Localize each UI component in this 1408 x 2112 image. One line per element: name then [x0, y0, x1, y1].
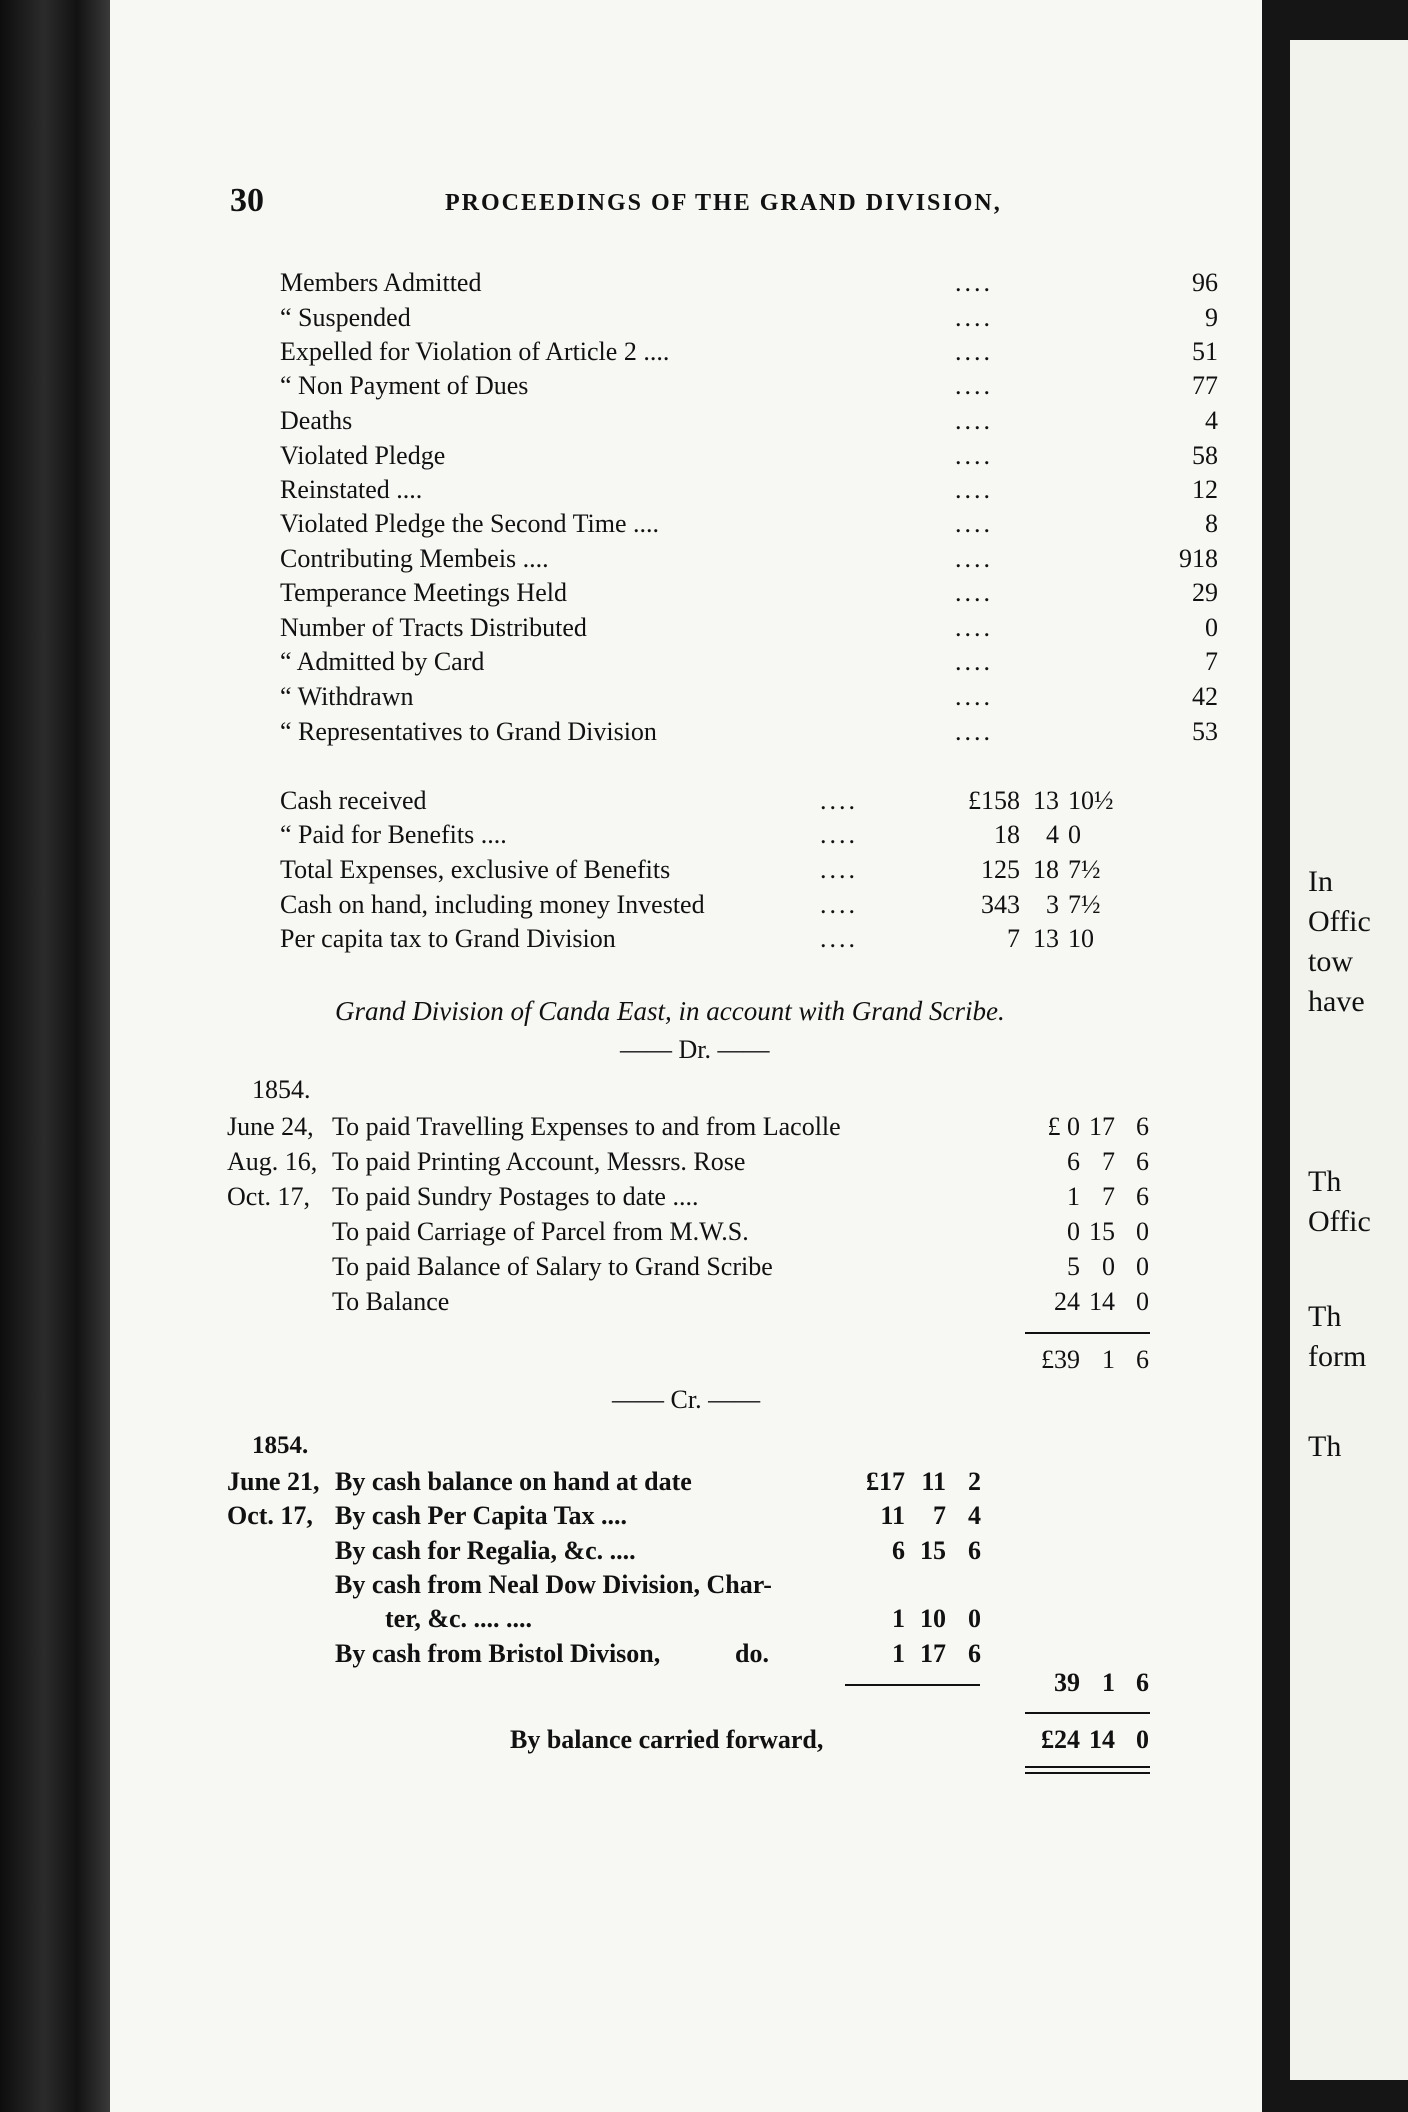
leader-dots: .... [955, 509, 993, 538]
shillings: 15 [920, 1536, 946, 1565]
entry-description: By cash for Regalia, &c. .... [335, 1536, 636, 1565]
stat-value: 42 [1192, 682, 1218, 711]
leader-dots: .... [955, 303, 993, 332]
shillings: 7 [1102, 1182, 1115, 1211]
cash-label: Total Expenses, exclusive of Benefits [280, 855, 671, 884]
entry-description: To paid Carriage of Parcel from M.W.S. [332, 1217, 749, 1246]
leader-dots: .... [955, 717, 993, 746]
credit-balance: By balance carried forward, £24 14 0 [510, 1725, 1149, 1754]
pence: 6 [1136, 1112, 1149, 1141]
entry-description: By cash from Neal Dow Division, Char- [335, 1570, 772, 1599]
shillings: 18 [1033, 855, 1059, 884]
pounds: 343 [981, 890, 1020, 919]
cash-label: Per capita tax to Grand Division [280, 924, 616, 953]
stat-value: 918 [1179, 544, 1218, 573]
stat-row [110, 682, 1262, 716]
leader-dots: .... [955, 544, 993, 573]
adjacent-page-text: Th [1308, 1300, 1342, 1333]
pence: 10½ [1068, 786, 1114, 815]
pence: 4 [968, 1501, 981, 1530]
stat-row [110, 613, 1262, 647]
debit-entry [110, 1287, 1262, 1321]
stat-label: Temperance Meetings Held [280, 578, 567, 607]
pounds: 24 [1054, 1287, 1080, 1316]
leader-dots: .... [820, 820, 858, 849]
debit-total: £39 1 6 [1041, 1345, 1149, 1374]
stat-row [110, 268, 1262, 302]
stat-value: 7 [1205, 647, 1218, 676]
pounds: 1 [1067, 1182, 1080, 1211]
entry-description: By cash balance on hand at date [335, 1467, 692, 1496]
credit-entry [110, 1570, 1262, 1604]
pounds: 5 [1067, 1252, 1080, 1281]
pence: 7½ [1068, 890, 1101, 919]
stat-value: 96 [1192, 268, 1218, 297]
stat-value: 8 [1205, 509, 1218, 538]
shillings: 15 [1089, 1217, 1115, 1246]
cash-label: Cash received [280, 786, 427, 815]
pounds: £158 [968, 786, 1020, 815]
scan-binding-edge [0, 0, 110, 2112]
stat-label: Reinstated .... [280, 475, 423, 504]
debit-entry [110, 1217, 1262, 1251]
credit-balance-rule [1025, 1712, 1150, 1714]
stat-row [110, 371, 1262, 405]
shillings: 13 [1033, 786, 1059, 815]
debit-entry [110, 1147, 1262, 1181]
entry-description: By cash from Bristol Divison, [335, 1639, 661, 1668]
pounds: £17 [866, 1467, 905, 1496]
shillings: 0 [1102, 1252, 1115, 1281]
cash-row [110, 820, 1262, 854]
pence: 0 [1136, 1217, 1149, 1246]
stat-row [110, 406, 1262, 440]
shillings: 14 [1089, 1287, 1115, 1316]
stat-label: Deaths [280, 406, 353, 435]
pounds: £ 0 [1047, 1112, 1080, 1141]
adjacent-page-fragment [1290, 40, 1408, 2080]
entry-description: ter, &c. .... .... [385, 1604, 533, 1633]
stat-row [110, 509, 1262, 543]
double-rule-bottom [1025, 1772, 1150, 1774]
stat-label: “ Non Payment of Dues [280, 371, 529, 400]
leader-dots: .... [820, 855, 858, 884]
stat-row [110, 337, 1262, 371]
leader-dots: .... [955, 371, 993, 400]
leader-dots: .... [955, 441, 993, 470]
leader-dots: .... [955, 613, 993, 642]
stat-row [110, 544, 1262, 578]
adjacent-page-text: tow [1308, 945, 1353, 978]
leader-dots: .... [955, 268, 993, 297]
cash-row [110, 786, 1262, 820]
credit-entry [110, 1501, 1262, 1535]
stat-label: Violated Pledge [280, 441, 446, 470]
debit-entry [110, 1252, 1262, 1286]
shillings: 4 [1046, 820, 1059, 849]
leader-dots: .... [820, 890, 858, 919]
shillings: 3 [1046, 890, 1059, 919]
pence: 2 [968, 1467, 981, 1496]
debit-entry [110, 1182, 1262, 1216]
stat-row [110, 441, 1262, 475]
stat-value: 58 [1192, 441, 1218, 470]
stat-row [110, 717, 1262, 751]
cash-row [110, 924, 1262, 958]
stat-value: 9 [1205, 303, 1218, 332]
leader-dots: .... [955, 682, 993, 711]
stat-row [110, 303, 1262, 337]
pence: 10 [1068, 924, 1094, 953]
pounds: 1 [892, 1639, 905, 1668]
stat-value: 53 [1192, 717, 1218, 746]
double-rule-top [1025, 1766, 1150, 1768]
adjacent-page-text: have [1308, 985, 1365, 1018]
leader-dots: .... [955, 647, 993, 676]
stat-row [110, 475, 1262, 509]
cash-row [110, 855, 1262, 889]
pounds: 6 [892, 1536, 905, 1565]
shillings: 17 [1089, 1112, 1115, 1141]
stat-label: “ Suspended [280, 303, 411, 332]
pence: 0 [1068, 820, 1081, 849]
shillings: 11 [921, 1467, 946, 1496]
stat-row [110, 578, 1262, 612]
debit-year: 1854. [252, 1075, 311, 1104]
stat-value: 29 [1192, 578, 1218, 607]
stat-value: 12 [1192, 475, 1218, 504]
leader-dots: .... [955, 578, 993, 607]
pounds: 125 [981, 855, 1020, 884]
stat-label: Violated Pledge the Second Time .... [280, 509, 660, 538]
entry-date: Oct. 17, [227, 1182, 311, 1211]
credit-year: 1854. [252, 1432, 309, 1459]
entry-date: Aug. 16, [227, 1147, 318, 1176]
credit-entry [110, 1604, 1262, 1638]
running-title: PROCEEDINGS OF THE GRAND DIVISION, [445, 190, 1002, 216]
account-title: Grand Division of Canda East, in account with Grand Scribe. [335, 996, 1005, 1026]
entry-description: To paid Balance of Salary to Grand Scribe [332, 1252, 773, 1281]
entry-description: To paid Sundry Postages to date .... [332, 1182, 699, 1211]
book-page [110, 0, 1262, 2112]
pounds: 18 [994, 820, 1020, 849]
adjacent-page-text: Offic [1308, 905, 1371, 938]
stat-row [110, 647, 1262, 681]
shillings: 13 [1033, 924, 1059, 953]
credit-heading: —— Cr. —— [612, 1385, 761, 1414]
adjacent-page-text: Th [1308, 1430, 1342, 1463]
stat-label: Expelled for Violation of Article 2 .... [280, 337, 670, 366]
leader-dots: .... [955, 475, 993, 504]
entry-date: Oct. 17, [227, 1501, 313, 1530]
entry-description: To paid Printing Account, Messrs. Rose [332, 1147, 746, 1176]
page-number: 30 [230, 182, 264, 219]
adjacent-page-text: form [1308, 1340, 1367, 1373]
debit-heading: —— Dr. —— [620, 1035, 770, 1064]
stat-value: 77 [1192, 371, 1218, 400]
entry-date: June 24, [227, 1112, 314, 1141]
cash-label: Cash on hand, including money Invested [280, 890, 705, 919]
shillings: 10 [920, 1604, 946, 1633]
pence: 6 [968, 1536, 981, 1565]
pence: 6 [968, 1639, 981, 1668]
shillings: 7 [933, 1501, 946, 1530]
pence: 0 [968, 1604, 981, 1633]
pounds: 11 [880, 1501, 905, 1530]
stat-label: Members Admitted [280, 268, 482, 297]
stat-value: 51 [1192, 337, 1218, 366]
credit-entry [110, 1467, 1262, 1501]
leader-dots: .... [820, 786, 858, 815]
pence: 0 [1136, 1287, 1149, 1316]
pounds: 7 [1007, 924, 1020, 953]
entry-date: June 21, [227, 1467, 320, 1496]
stat-value: 4 [1205, 406, 1218, 435]
cash-row [110, 890, 1262, 924]
credit-entry [110, 1536, 1262, 1570]
entry-description: To paid Travelling Expenses to and from Lacolle [332, 1112, 841, 1141]
pence: 6 [1136, 1147, 1149, 1176]
shillings: 7 [1102, 1147, 1115, 1176]
ditto-mark: do. [735, 1639, 769, 1668]
debit-entry [110, 1112, 1262, 1146]
leader-dots: .... [955, 337, 993, 366]
pence: 7½ [1068, 855, 1101, 884]
entry-description: By cash Per Capita Tax .... [335, 1501, 628, 1530]
stat-label: “ Admitted by Card [280, 647, 485, 676]
pounds: 6 [1067, 1147, 1080, 1176]
adjacent-page-text: Th [1308, 1165, 1342, 1198]
debit-total-rule [1025, 1332, 1150, 1334]
credit-subtotal: 39 1 6 [1054, 1668, 1149, 1697]
shillings: 17 [920, 1639, 946, 1668]
pounds: 1 [892, 1604, 905, 1633]
leader-dots: .... [820, 924, 858, 953]
adjacent-page-text: In [1308, 865, 1333, 898]
entry-description: To Balance [332, 1287, 450, 1316]
cash-label: “ Paid for Benefits .... [280, 820, 507, 849]
pence: 6 [1136, 1182, 1149, 1211]
pounds: 0 [1067, 1217, 1080, 1246]
pence: 0 [1136, 1252, 1149, 1281]
stat-label: Contributing Membeis .... [280, 544, 549, 573]
stat-label: “ Representatives to Grand Division [280, 717, 657, 746]
stat-label: “ Withdrawn [280, 682, 414, 711]
stat-label: Number of Tracts Distributed [280, 613, 587, 642]
stat-value: 0 [1205, 613, 1218, 642]
leader-dots: .... [955, 406, 993, 435]
adjacent-page-text: Offic [1308, 1205, 1371, 1238]
